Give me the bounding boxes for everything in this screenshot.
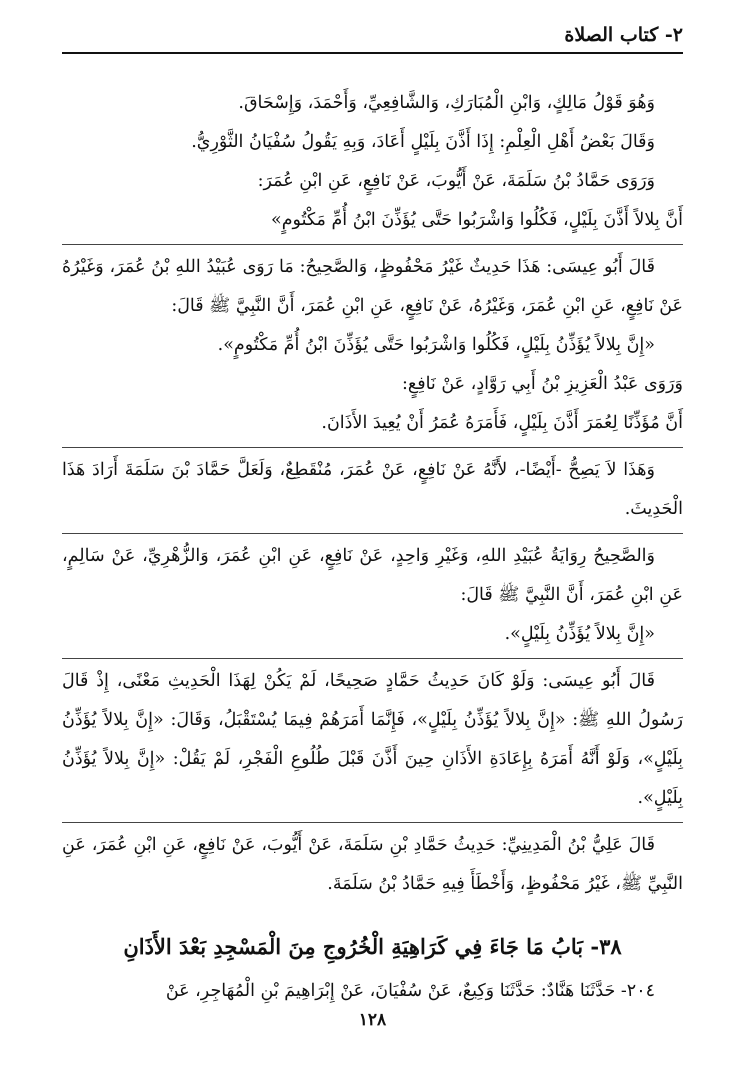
page-number: ١٢٨ — [358, 1010, 387, 1030]
section-divider — [62, 822, 683, 823]
page-body — [62, 84, 683, 1011]
hadith-text-umar-muadhdhin: أَنَّ مُؤَذِّنًا لِعُمَرَ أَذَّنَ بِلَيْلٍ، فَأَمَرَهُ عُمَرُ أَنْ يُعِيدَ الأَذَانَ. — [321, 413, 683, 433]
paragraph-correct-narration: وَالصَّحِيحُ رِوَايَةُ عُبَيْدِ اللهِ، وَغَيْرِ وَاحِدٍ، عَنْ نَافِعٍ، عَنِ ابْنِ عُمَرَ، وَالزُّهْرِيِّ، عَنْ سَالِمٍ، عَنِ ابْنِ عُمَرَ، أَنَّ النَّبِيَّ ﷺ قَالَ: — [62, 546, 683, 605]
hadith-204-chain: ٢٠٤- حَدَّثَنَا هَنَّادٌ: حَدَّثَنَا وَكِيعٌ، عَنْ سُفْيَانَ، عَنْ إِبْرَاهِيمَ بْنِ الْمُهَاجِرِ، عَنْ — [165, 981, 655, 1001]
section-divider — [62, 658, 683, 659]
paragraph-some-scholars: وَقَالَ بَعْضُ أَهْلِ الْعِلْمِ: إِذَا أَذَّنَ بِلَيْلٍ أَعَادَ، وَبِهِ يَقُولُ سُفْيَانُ الثَّوْرِيُّ. — [191, 132, 655, 152]
paragraph-scholars-opinion: وَهُوَ قَوْلُ مَالِكٍ، وَابْنِ الْمُبَارَكِ، وَالشَّافِعِيِّ، وَأَحْمَدَ، وَإِسْحَاقَ. — [238, 93, 655, 113]
paragraph-abu-isa-comment: قَالَ أَبُو عِيسَى: هَذَا حَدِيثٌ غَيْرُ مَحْفُوظٍ، وَالصَّحِيحُ: مَا رَوَى عُبَيْدُ اللهِ بْنُ عُمَرَ، وَغَيْرُهُ عَنْ نَافِعٍ، عَنِ ابْنِ عُمَرَ، وَغَيْرُهُ، عَنْ نَافِعٍ، عَنِ ابْنِ عُمَرَ، أَنَّ النَّبِيَّ ﷺ قَالَ: — [62, 257, 683, 316]
paragraph-abu-isa-reasoning: قَالَ أَبُو عِيسَى: وَلَوْ كَانَ حَدِيثُ حَمَّادٍ صَحِيحًا، لَمْ يَكُنْ لِهَذَا الْحَدِيثِ مَعْنًى، إِذْ قَالَ رَسُولُ اللهِ ﷺ: «إِنَّ بِلالاً يُؤَذِّنُ بِلَيْلٍ»، فَإِنَّمَا أَمَرَهُمْ فِيمَا يُسْتَقْبَلُ، وَقَالَ: «إِنَّ بِلالاً يُؤَذِّنُ بِلَيْلٍ»، وَلَوْ أَنَّهُ أَمَرَهُ بِإِعَادَةِ الأَذَانِ حِينَ أَذَّنَ قَبْلَ طُلُوعِ الْفَجْرِ، لَمْ يَقُلْ: «إِنَّ بِلالاً يُؤَذِّنُ بِلَيْلٍ». — [62, 671, 683, 808]
section-divider — [62, 533, 683, 534]
paragraph-hammad-chain: وَرَوَى حَمَّادُ بْنُ سَلَمَةَ، عَنْ أَيُّوبَ، عَنْ نَافِعٍ، عَنِ ابْنِ عُمَرَ: — [257, 171, 655, 191]
section-divider — [62, 447, 683, 448]
hadith-text-ibn-umm-maktum: «إِنَّ بِلالاً يُؤَذِّنُ بِلَيْلٍ، فَكُلُوا وَاشْرَبُوا حَتَّى يُؤَذِّنَ ابْنُ أُمِّ مَكْتُومٍ». — [217, 335, 655, 355]
hadith-text-bilal: أَنَّ بِلالاً أَذَّنَ بِلَيْلٍ، فَكُلُوا وَاشْرَبُوا حَتَّى يُؤَذِّنَ ابْنُ أُمِّ مَكْتُومٍ» — [270, 210, 683, 230]
paragraph-not-sound: وَهَذَا لاَ يَصِحُّ -أَيْضًا-، لأَنَّهُ عَنْ نَافِعٍ، عَنْ عُمَرَ، مُنْقَطِعٌ، وَلَعَلَّ حَمَّادَ بْنَ سَلَمَةَ أَرَادَ هَذَا الْحَدِيثَ. — [62, 460, 683, 519]
running-header: ٢- كتاب الصلاة — [564, 24, 683, 46]
paragraph-ali-ibn-madini: قَالَ عَلِيُّ بْنُ الْمَدِينِيِّ: حَدِيثُ حَمَّادِ بْنِ سَلَمَةَ، عَنْ أَيُّوبَ، عَنْ نَافِعٍ، عَنِ ابْنِ عُمَرَ، عَنِ النَّبِيِّ ﷺ، غَيْرُ مَحْفُوظٍ، وَأَخْطَأَ فِيهِ حَمَّادُ بْنُ سَلَمَةَ. — [62, 835, 683, 894]
section-divider — [62, 244, 683, 245]
hadith-text-short: «إِنَّ بِلالاً يُؤَذِّنُ بِلَيْلٍ». — [504, 624, 655, 644]
chapter-heading: ٣٨- بَابُ مَا جَاءَ فِي كَرَاهِيَةِ الْخُرُوجِ مِنَ الْمَسْجِدِ بَعْدَ الأَذَانِ — [123, 934, 622, 959]
header-rule — [62, 52, 683, 54]
paragraph-abdulaziz-chain: وَرَوَى عَبْدُ الْعَزِيزِ بْنُ أَبِي رَوَّادٍ، عَنْ نَافِعٍ: — [402, 374, 683, 394]
